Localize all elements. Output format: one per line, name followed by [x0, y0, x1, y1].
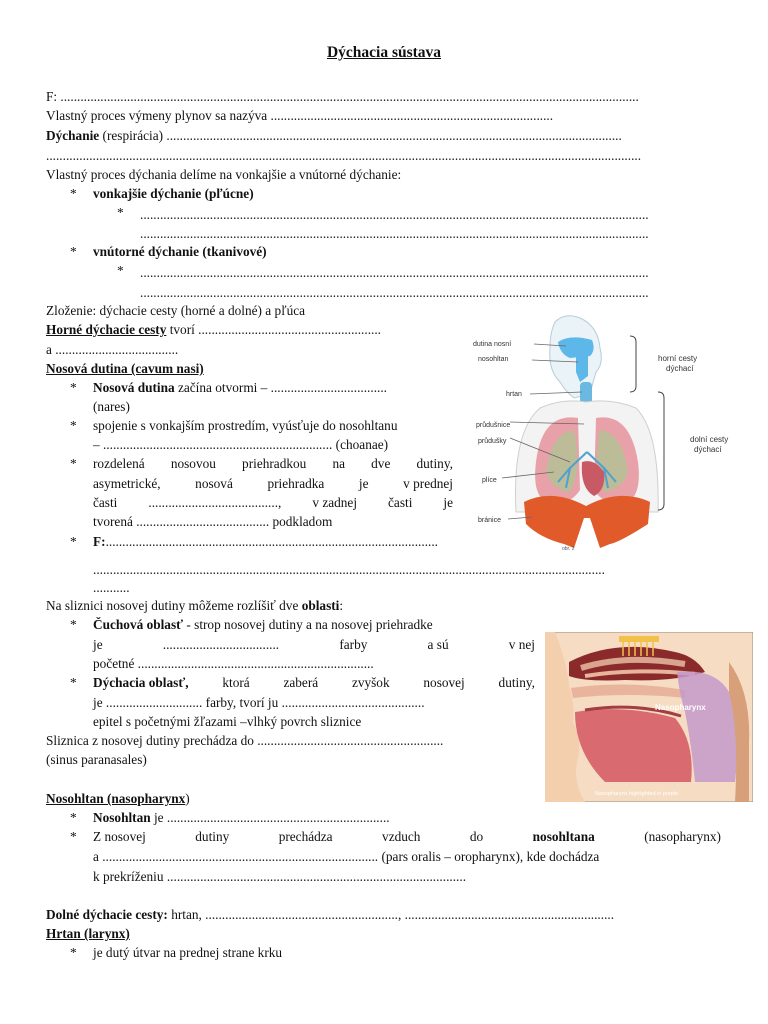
line-lower-airways: Dolné dýchacie cesty: hrtan, .........................................................., ...............................................................	[46, 907, 615, 922]
heading-internal-breathing: vnútorné dýchanie (tkanivové)	[93, 244, 267, 259]
line-larynx-desc: je dutý útvar na prednej strane krku	[93, 945, 283, 960]
label-larynx: hrtan	[506, 391, 522, 398]
bullet-star: *	[70, 945, 77, 960]
line-dychanie: Dýchanie (respirácia) .........................................................................................................................................	[46, 128, 622, 143]
term-dychanie: Dýchanie	[46, 128, 100, 143]
page-title: Dýchacia sústava	[326, 44, 442, 61]
bullet-star: *	[70, 418, 77, 433]
heading-larynx: Hrtan (larynx)	[46, 926, 130, 941]
line-nasopharynx-is: Nosohltan je ...................................................................	[93, 810, 390, 825]
label-lower-airways-1: dolní cesty	[690, 435, 729, 444]
line-air-flow: Z nosovej dutiny prechádza vzduch do nosohltana (nasopharynx)	[93, 829, 721, 844]
label-upper-airways-2: dýchací	[666, 364, 694, 373]
line-nasal-starts: Nosová dutina začína otvormi – ...................................	[93, 380, 388, 395]
line-sinus: Sliznica z nosovej dutiny prechádza do ........................................................	[46, 733, 444, 748]
line-a: a .....................................	[46, 342, 179, 357]
line-dots: .........................................................................................................................................................	[140, 285, 649, 300]
heading-nasal-cavity: Nosová dutina (cavum nasi)	[46, 361, 204, 376]
line-f: F: ..............................................................................................................................................................................	[46, 89, 639, 104]
label-nasopharynx: nosohltan	[478, 356, 509, 363]
label-trachea: průdušnice	[476, 422, 511, 429]
line-sinus-paranasales: (sinus paranasales)	[46, 752, 147, 767]
bullet-star: *	[70, 675, 77, 690]
term-upper-airways: Horné dýchacie cesty	[46, 322, 167, 337]
bullet-star: *	[70, 186, 77, 201]
line-connection: spojenie s vonkajším prostredím, vyúsťuje do nosohltanu	[93, 418, 398, 433]
bullet-star: *	[70, 829, 77, 844]
line-formed: tvorená ........................................ podkladom	[93, 514, 333, 529]
bullet-star: *	[70, 617, 77, 632]
bullet-star: *	[70, 810, 77, 825]
line-dots-short: ...........	[93, 580, 130, 595]
line-dots: .........................................................................................................................................................	[140, 265, 649, 280]
label-diaphragm: bránice	[478, 517, 501, 524]
heading-external-breathing: vonkajšie dýchanie (pľúcne)	[93, 186, 254, 201]
line-f2: F:....................................................................................................	[93, 534, 438, 549]
bullet-star: *	[70, 244, 77, 259]
line-dots: ..........................................................................................................................................................	[93, 562, 605, 577]
line-olfactory-color: je ................................... farby a sú v nej	[93, 637, 535, 652]
label-lungs: plíce	[482, 477, 497, 484]
line-epithelium: epitel s početnými žľazami –vlhký povrch sliznice	[93, 714, 362, 729]
line-upper-airways: Horné dýchacie cesty tvorí .......................................................	[46, 322, 381, 337]
line-crossing: k prekríženiu ..........................................................................................	[93, 869, 467, 884]
line-mucosa: Na sliznici nosovej dutiny môžeme rozlíšiť dve oblasti:	[46, 598, 344, 613]
bullet-star: *	[117, 263, 124, 278]
bullet-star: *	[70, 534, 77, 549]
line-dots: ...................................................................................................................................................................................	[46, 148, 642, 163]
line-color-formed: je ............................. farby, tvorí ju ...........................................	[93, 695, 425, 710]
line-oropharynx: a ................................................................................... (pars oralis – oropharynx), kde dochádza	[93, 849, 600, 864]
nasopharynx-figure	[545, 632, 753, 802]
line-choanae: – ..................................................................... (choanae)	[93, 437, 389, 452]
line-gas-exchange: Vlastný proces výmeny plynov sa nazýva .....................................................................................	[46, 108, 554, 123]
line-respiratory-area: Dýchacia oblasť, ktorá zaberá zvyšok nosovej dutiny,	[93, 675, 535, 690]
line-composition: Zloženie: dýchacie cesty (horné a dolné) a pľúca	[46, 303, 306, 318]
label-bronchi: průdušky	[478, 438, 507, 445]
bullet-star: *	[70, 456, 77, 471]
line-dots: .........................................................................................................................................................	[140, 226, 649, 241]
line-olfactory: Čuchová oblasť - strop nosovej dutiny a na nosovej priehradke	[93, 617, 433, 632]
line-divided: rozdelená nosovou priehradkou na dve dutiny,	[93, 456, 453, 471]
line-nares: (nares)	[93, 399, 130, 414]
line-breathing-split: Vlastný proces dýchania delíme na vonkajšie a vnútorné dýchanie:	[46, 167, 402, 182]
label-nasopharynx-fig: Nasopharynx	[655, 703, 706, 712]
line-asymmetric: asymetrické, nosová priehradka je v prednej	[93, 476, 453, 491]
label-lower-airways-2: dýchací	[694, 445, 722, 454]
line-dots: .........................................................................................................................................................	[140, 207, 649, 222]
figure-caption-nasopharynx: Nasopharynx highlighted in purple	[595, 791, 679, 797]
label-nasal-cavity: dutina nosní	[473, 341, 512, 348]
label-upper-airways-1: horní cesty	[658, 354, 698, 363]
line-parts: časti ......................................., v zadnej časti je	[93, 495, 453, 510]
bullet-star: *	[117, 205, 124, 220]
line-numerous: početné .......................................................................	[93, 656, 374, 671]
figure-caption: obr. 2	[562, 546, 575, 552]
heading-nasopharynx: Nosohltan (nasopharynx)	[46, 791, 190, 806]
respiratory-system-figure	[470, 312, 760, 556]
bullet-star: *	[70, 380, 77, 395]
